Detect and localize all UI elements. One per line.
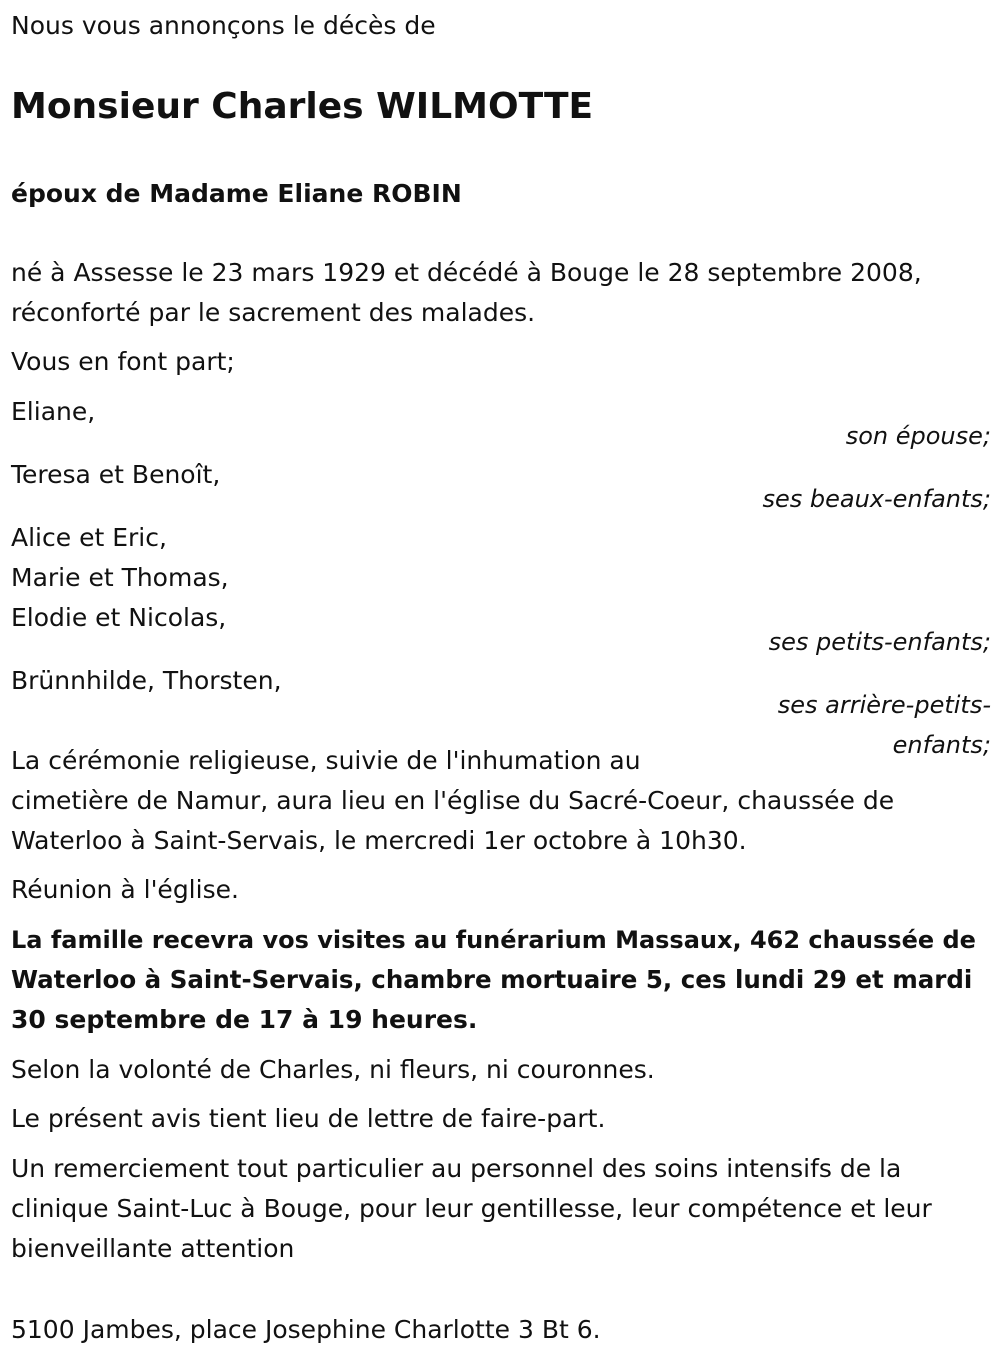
family-names-grandchildren-1: Alice et Eric, — [11, 523, 167, 552]
birth-death-line-1: né à Assesse le 23 mars 1929 et décédé à Bouge le 28 septembre 2008, — [11, 258, 922, 287]
visits-line-2: Waterloo à Saint-Servais, chambre mortuaire 5, ces lundi 29 et mardi — [11, 965, 973, 994]
visits-line-1: La famille recevra vos visites au funérarium Massaux, 462 chaussée de — [11, 926, 976, 954]
family-role-stepchildren: ses beaux-enfants; — [762, 485, 991, 513]
family-names-spouse: Eliane, — [11, 397, 96, 426]
spouse-of: époux de Madame Eliane ROBIN — [11, 179, 462, 208]
letter-notice-text: Le présent avis tient lieu de lettre de faire-part. — [11, 1104, 606, 1133]
family-role-grandchildren: ses petits-enfants; — [768, 628, 991, 656]
thanks-line-3: bienveillante attention — [11, 1234, 295, 1263]
thanks-line-2: clinique Saint-Luc à Bouge, pour leur gentillesse, leur compétence et leur — [11, 1194, 932, 1223]
family-names-grandchildren-3: Elodie et Nicolas, — [11, 603, 227, 632]
address-text: 5100 Jambes, place Josephine Charlotte 3 Bt 6. — [11, 1315, 601, 1344]
visits-line-3: 30 septembre de 17 à 19 heures. — [11, 1005, 478, 1034]
family-names-great-grandchildren: Brünnhilde, Thorsten, — [11, 666, 282, 695]
announcers-intro: Vous en font part; — [11, 347, 235, 376]
family-names-stepchildren: Teresa et Benoît, — [11, 460, 221, 489]
thanks-line-1: Un remerciement tout particulier au personnel des soins intensifs de la — [11, 1154, 902, 1183]
birth-death-line-2: réconforté par le sacrement des malades. — [11, 298, 536, 327]
ceremony-line-1: La cérémonie religieuse, suivie de l'inhumation au — [11, 746, 641, 775]
ceremony-line-2: cimetière de Namur, aura lieu en l'église du Sacré-Coeur, chaussée de — [11, 786, 895, 815]
family-role-great-grandchildren: ses arrière-petits-enfants; — [777, 691, 991, 759]
meeting-text: Réunion à l'église. — [11, 875, 239, 904]
family-role-spouse: son épouse; — [845, 422, 991, 450]
deceased-name: Monsieur Charles WILMOTTE — [11, 86, 594, 127]
flowers-text: Selon la volonté de Charles, ni fleurs, ni couronnes. — [11, 1055, 655, 1084]
ceremony-line-3: Waterloo à Saint-Servais, le mercredi 1er octobre à 10h30. — [11, 826, 747, 855]
intro-text: Nous vous annonçons le décès de — [11, 11, 436, 40]
family-names-grandchildren-2: Marie et Thomas, — [11, 563, 229, 592]
